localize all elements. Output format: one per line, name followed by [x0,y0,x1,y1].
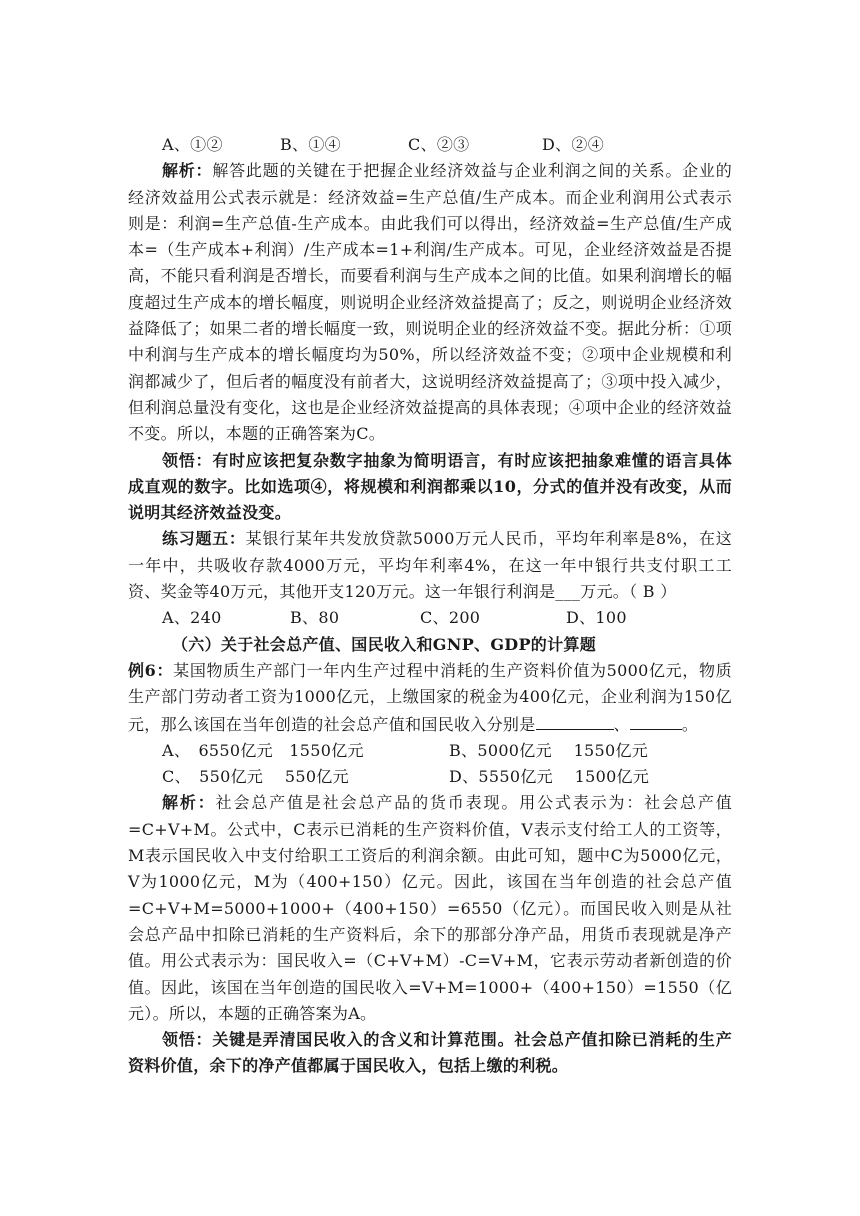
document-body [128,132,732,1080]
example-label: 例6： [128,660,174,680]
analysis-text: 社会总产值是社会总产品的货币表现。用公式表示为：社会总产值=C+V+M。公式中，C表示已消耗的生产资料价值，V表示支付给工人的工资等，M表示国民收入中支付给职工工资后的利润余额。由此可知，题中C为5000亿元，V为1000亿元，M为（400+150）亿元。因此，该国在当年创造的社会总产值=C+V+M=5000+1000+（400+150）=6550（亿元）。而国民收入则是从社会总产品中扣除已消耗的生产资料后，余下的那部分净产品，用货币表现就是净产值。用公式表示为：国民收入=（C+V+M）-C=V+M，它表示劳动者新创造的价值。因此，该国在当年创造的国民收入=V+M=1000+（400+150）=1550（亿元）。所以，本题的正确答案为A。 [128,793,733,1023]
answer-blank-1 [536,711,614,730]
practice-question-5 [128,526,732,605]
option-d: D、100 [566,608,627,628]
example-text: 某国物质生产部门一年内生产过程中消耗的生产资料价值为5000亿元，物质生产部门劳动者工资为1000亿元，上缴国家的税金为400亿元，企业利润为150亿元，那么该国在当年创造的社会总产值和国民收入分别是 [128,660,732,734]
option-c: C、②③ [408,135,470,154]
example6-options-row-2 [128,764,732,790]
example-end: 。 [681,714,699,734]
option-b: B、5000亿元 1550亿元 [449,740,649,760]
practice-text: 某银行某年共发放贷款5000万元人民币，平均年利率是8%，在这一年中，共吸收存款4000万元，平均年利率4%，在这一年中银行共支付职工工资、奖金等40万元，其他开支120万元。这一年银行利润是___万元。（ B ） [128,529,732,602]
option-d: D、②④ [542,135,605,154]
insight-paragraph-1: 领悟：有时应该把复杂数字抽象为简明语言，有时应该把抽象难懂的语言具体成直观的数字。比如选项④，将规模和利润都乘以10，分式的值并没有改变，从而说明其经济效益没变。 [128,450,732,523]
analysis-paragraph-1 [128,158,732,447]
option-c: C、 550亿元 550亿元 [162,767,349,787]
option-c: C、200 [420,608,481,628]
option-a: A、240 [162,608,222,628]
example-6 [128,658,732,738]
option-b: B、80 [290,608,340,628]
option-b: B、①④ [280,135,341,154]
question5-options [128,132,732,158]
option-a: A、 6550亿元 1550亿元 [162,740,364,760]
practice5-options [128,605,732,631]
option-a: A、①② [162,135,223,154]
analysis-text: 解答此题的关键在于把握企业经济效益与企业利润之间的关系。企业的经济效益用公式表示就是：经济效益=生产总值/生产成本。而企业利润用公式表示则是：利润=生产总值-生产成本。由此我们可以得出，经济效益=生产总值/生产成本=（生产成本+利润）/生产成本=1+利润/生产成本。可见，企业经济效益是否提高，不能只看利润是否增长，而要看利润与生产成本之间的比值。如果利润增长的幅度超过生产成本的增长幅度，则说明企业经济效益提高了；反之，则说明企业经济效益降低了；如果二者的增长幅度一致，则说明企业的经济效益不变。据此分析：①项中利润与生产成本的增长幅度均为50%，所以经济效益不变；②项中企业规模和利润都减少了，但后者的幅度没有前者大，这说明经济效益提高了；③项中投入减少，但利润总量没有变化，这也是企业经济效益提高的具体表现；④项中企业的经济效益不变。所以，本题的正确答案为C。 [128,161,732,444]
analysis-label: 解析： [162,161,213,181]
answer-blank-2 [630,711,682,730]
analysis-label: 解析： [162,793,216,813]
blank-separator: 、 [613,714,630,734]
section-heading-6: （六）关于社会总产值、国民收入和GNP、GDP的计算题 [172,634,596,654]
option-d: D、5550亿元 1500亿元 [449,767,650,787]
practice-label: 练习题五： [162,529,246,549]
example6-options-row-1 [128,738,732,764]
analysis-paragraph-2 [128,790,732,1027]
insight-paragraph-2: 领悟：关键是弄清国民收入的含义和计算范围。社会总产值扣除已消耗的生产资料价值，余下的净产值都属于国民收入，包括上缴的利税。 [128,1030,732,1076]
